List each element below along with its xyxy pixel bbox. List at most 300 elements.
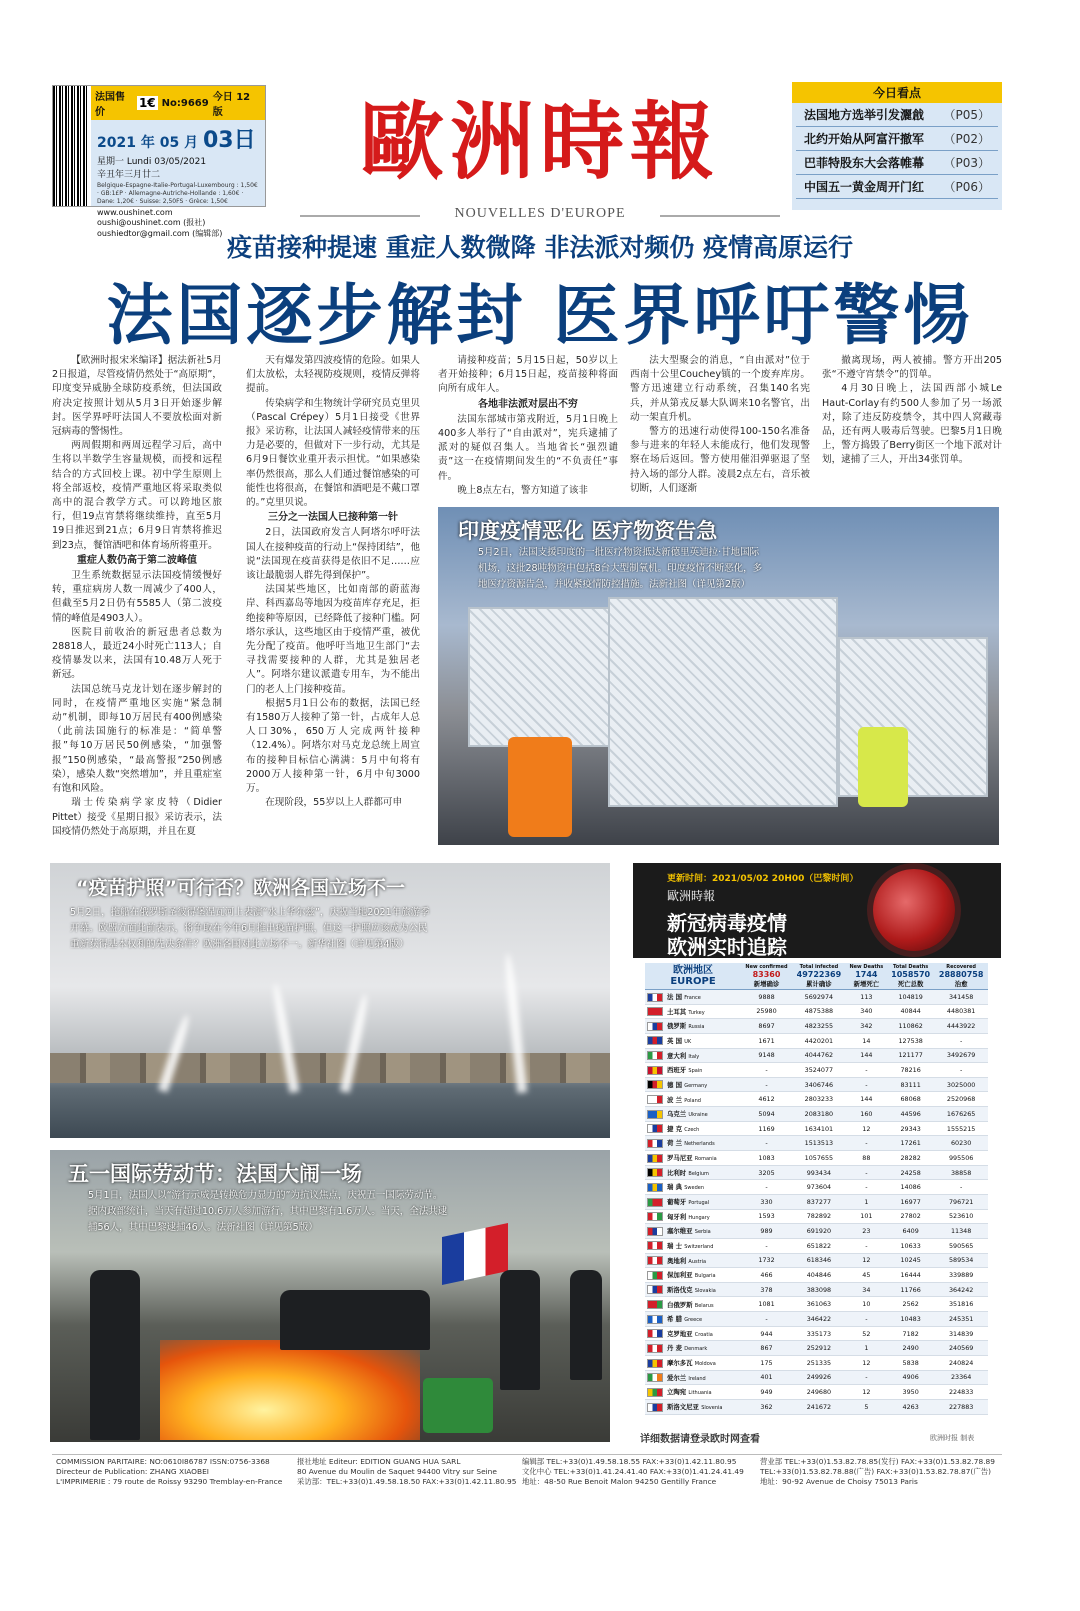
table-cell: 249926: [792, 1370, 846, 1385]
neva-fountain-photo: [50, 863, 610, 1138]
country-name-cn: 土耳其: [667, 1007, 689, 1016]
article-paragraph: 法国总统马克龙计划在逐步解封的同时，在疫情严重地区实施“紧急制动”机制，即每10万居民有400例感染（此前法国施行的标准是：“简单警报”每10万居民50例感染，“加强警报”150例感染，“最高警报”250例感染），感染人数“突然增加”，并且重症室有饱和风险。: [52, 683, 222, 795]
table-cell: 4420201: [792, 1033, 846, 1048]
french-flag: [442, 1223, 508, 1285]
today-highlight-item[interactable]: [796, 175, 998, 199]
country-cell: [645, 1180, 741, 1195]
article-paragraph: 瑞士传染病学家皮特（Didier Pittet）接受《星期日报》采访表示，法国疫情仍然处于高原期，并且在夏: [52, 797, 222, 837]
table-cell: 1555215: [934, 1121, 988, 1136]
table-cell: 251335: [792, 1356, 846, 1371]
table-header: [741, 963, 792, 990]
table-cell: 3205: [741, 1165, 792, 1180]
footer-line: Directeur de Publication: ZHANG XIAOBEI: [56, 1467, 209, 1476]
country-name-cn: 丹 麦: [667, 1344, 685, 1353]
table-cell: 2562: [887, 1297, 934, 1312]
country-name-cn: 波 兰: [667, 1095, 685, 1104]
country-name-en: Czech: [684, 1126, 700, 1133]
table-row: [645, 1268, 988, 1283]
article-column-4: [630, 354, 810, 500]
issue-website: www.oushinet.com: [97, 208, 173, 217]
country-name-en: Denmark: [684, 1346, 708, 1353]
country-name-cn: 德 国: [667, 1080, 685, 1089]
country-name-en: Russia: [688, 1024, 705, 1031]
today-highlight-item[interactable]: [796, 127, 998, 151]
country-cell: [645, 1268, 741, 1283]
table-cell: 691920: [792, 1224, 846, 1239]
table-cell: 144: [846, 1048, 887, 1063]
table-cell: 4443922: [934, 1019, 988, 1034]
table-cell: 1: [846, 1341, 887, 1356]
newspaper-logo-subtitle: NOUVELLES D'EUROPE: [300, 206, 780, 222]
table-header-cn: 新增死亡: [853, 980, 880, 988]
country-cell: [645, 1282, 741, 1297]
country-flag-icon: [647, 1256, 663, 1265]
table-cell: 10483: [887, 1312, 934, 1327]
country-name-cn: 保加利亚: [667, 1271, 695, 1280]
cargo-pallet: [608, 597, 838, 807]
table-row: [645, 1180, 988, 1195]
country-name-cn: 匈牙利: [667, 1212, 689, 1221]
country-cell: [645, 1121, 741, 1136]
table-cell: 175: [741, 1356, 792, 1371]
table-cell: -: [846, 1165, 887, 1180]
country-name-cn: 希 腊: [667, 1315, 685, 1324]
footer-line: COMMISSION PARITAIRE: NO:0610I86787 ISSN:0756-3368: [56, 1457, 270, 1466]
table-row: [645, 1209, 988, 1224]
country-flag-icon: [647, 1315, 663, 1324]
table-row: [645, 1004, 988, 1019]
table-cell: 340: [846, 1004, 887, 1019]
article-paragraph: 传染病学和生物统计学研究员克里贝（Pascal Crépey）5月1日接受《世界报》采访称，让法国人减轻疫情带来的压力是必要的，但做对下一步行动，尤其是6月9日餐饮业重开表示担忧。“如果感染率仍然很高，那么人们通过餐馆感染的可能性也将很高，在餐馆和酒吧是不戴口罩的。”克里贝说。: [246, 397, 420, 509]
table-cell: 16444: [887, 1268, 934, 1283]
country-flag-icon: [647, 1066, 663, 1075]
country-name-cn: 荷 兰: [667, 1139, 685, 1148]
today-highlights-title: 今日看点: [792, 82, 1002, 103]
article-paragraph: 法国某些地区，比如南部的蔚蓝海岸、科西嘉岛等地因为疫苗库存充足，拒绝接种等原因，已经降低了接种门槛。阿塔尔承认，这些地区由于疫情严重，被优先分配了疫苗。他呼吁当地卫生部门“去寻找需要接种的人群，尤其是独居老人”。阿塔尔建议派遣专用车，为不能出门的老人上门接种疫苗。: [246, 584, 420, 695]
table-cell: 401: [741, 1370, 792, 1385]
footer-column-editorial: [522, 1457, 744, 1487]
country-flag-icon: [647, 1271, 663, 1280]
publisher-footer: [52, 1454, 1002, 1494]
country-flag-icon: [647, 1080, 663, 1089]
table-row: [645, 1092, 988, 1107]
table-header: [887, 963, 934, 990]
article-subheading: 各地非法派对层出不穷: [478, 398, 578, 410]
table-cell: 68068: [887, 1092, 934, 1107]
table-header-cn: 死亡总数: [897, 980, 924, 988]
table-cell: 3950: [887, 1385, 934, 1400]
country-name-en: Turkey: [688, 1009, 705, 1016]
country-name-en: Croatia: [694, 1331, 713, 1338]
article-paragraph: 晚上8点左右，警方知道了该非: [457, 484, 589, 496]
table-cell: 16977: [887, 1194, 934, 1209]
table-row: [645, 1194, 988, 1209]
country-cell: [645, 1004, 741, 1019]
country-cell: [645, 1165, 741, 1180]
country-name-cn: 乌克兰: [667, 1110, 689, 1119]
table-row: [645, 1033, 988, 1048]
fire: [160, 1340, 420, 1440]
india-photo-title: 印度疫情恶化 医疗物资告急: [458, 519, 718, 543]
table-cell: 34: [846, 1282, 887, 1297]
table-cell: -: [846, 1370, 887, 1385]
covid-update-time: 更新时间：2021/05/02 20H00（巴黎时间）: [667, 874, 859, 884]
country-cell: [645, 1297, 741, 1312]
table-cell: 330: [741, 1194, 792, 1209]
article-paragraph: 2日，法国政府发言人阿塔尔呼吁法国人在接种疫苗的行动上“保持团结”，他说“法国现在疫苗获得是依旧不足……应该让最脆弱人群先得到保护”。: [246, 527, 420, 582]
table-cell: 362: [741, 1399, 792, 1414]
table-row: [645, 1077, 988, 1092]
table-cell: 995506: [934, 1151, 988, 1166]
covid-europe-table: [645, 963, 988, 1415]
table-cell: 245351: [934, 1312, 988, 1327]
country-cell: [645, 1136, 741, 1151]
table-row: [645, 1326, 988, 1341]
table-cell: 335173: [792, 1326, 846, 1341]
table-cell: 314839: [934, 1326, 988, 1341]
table-header-cn: 累计确诊: [806, 980, 832, 988]
today-highlight-item[interactable]: [796, 151, 998, 175]
today-highlight-text: 巴菲特股东大会落帷幕: [804, 156, 925, 170]
main-headline: 法国逐步解封 医界呼吁警惕: [106, 276, 974, 354]
protester: [90, 1270, 140, 1440]
table-cell: 88: [846, 1151, 887, 1166]
country-name-en: Germany: [684, 1082, 708, 1089]
table-header-label: Recovered: [946, 964, 976, 970]
country-name-en: Slovakia: [694, 1287, 716, 1294]
country-name-en: Belarus: [694, 1302, 714, 1309]
country-name-en: Sweden: [684, 1185, 704, 1192]
table-header-cn: 新增确诊: [753, 980, 780, 988]
fountain-photo-caption: 5月2日，拖船在俄罗斯圣彼得堡涅瓦河上表演“水上华尔兹”，庆祝当地2021年旅游季开幕。欧盟方面此前表示，将争取在今年6月推出疫苗护照，但这一护照应该成为公民重新获得基本权利的先决条件？欧洲各国对此立场不一。新华社图（详见第4版）: [70, 907, 430, 950]
protester: [570, 1270, 602, 1380]
country-cell: [645, 1224, 741, 1239]
table-cell: 127538: [887, 1033, 934, 1048]
table-cell: 3025000: [934, 1077, 988, 1092]
country-name-en: Bulgaria: [694, 1273, 716, 1280]
table-cell: 14086: [887, 1180, 934, 1195]
table-row: [645, 1312, 988, 1327]
table-cell: 101: [846, 1209, 887, 1224]
country-name-cn: 瑞 典: [667, 1183, 685, 1192]
table-row: [645, 1399, 988, 1414]
country-cell: [645, 1209, 741, 1224]
country-flag-icon: [647, 1198, 663, 1207]
table-cell: 1: [846, 1194, 887, 1209]
table-row: [645, 1253, 988, 1268]
today-highlight-text: 法国地方选举引发灑戧: [804, 108, 925, 122]
city-shoreline: [50, 1053, 610, 1083]
india-aid-photo: [438, 507, 999, 845]
table-cell: 10633: [887, 1238, 934, 1253]
table-cell: -: [846, 1077, 887, 1092]
country-flag-icon: [647, 1139, 663, 1148]
table-cell: 782892: [792, 1209, 846, 1224]
issue-label: 法国售价: [95, 92, 125, 118]
country-name-en: Italy: [688, 1053, 700, 1060]
table-cell: 2490: [887, 1341, 934, 1356]
country-name-en: Lithuania: [688, 1390, 712, 1397]
green-trash-bin: [423, 1378, 493, 1433]
table-cell: 346422: [792, 1312, 846, 1327]
table-region-header: 欧洲地区 EUROPE: [645, 963, 741, 990]
country-name-en: Switzerland: [684, 1243, 714, 1250]
table-header: [846, 963, 887, 990]
table-cell: -: [846, 1312, 887, 1327]
table-cell: 252912: [792, 1341, 846, 1356]
country-flag-icon: [647, 1300, 663, 1309]
table-cell: 24258: [887, 1165, 934, 1180]
today-highlight-text: 中国五一黄金周开门红: [804, 180, 925, 194]
issue-pages: 今日 12 版: [212, 92, 251, 118]
country-cell: [645, 1107, 741, 1122]
country-flag-icon: [647, 993, 663, 1002]
country-name-cn: 立陶宛: [667, 1388, 689, 1397]
mayday-photo-caption: 5月1日，法国人以“游行示威是转换危力显力的”为抗议焦点，庆祝五一国际劳动节。据内政部统计，当天有超过10.6万人参加游行，其中巴黎有1.6万人。当天，全法共逮捕56人，其中巴黎逮捕46人。法新社图（详见第5版）: [88, 1190, 448, 1233]
table-cell: -: [846, 1136, 887, 1151]
table-cell: 6409: [887, 1224, 934, 1239]
table-cell: -: [934, 1063, 988, 1078]
country-cell: [645, 1356, 741, 1371]
table-cell: 25980: [741, 1004, 792, 1019]
country-name-cn: 瑞 士: [667, 1241, 685, 1250]
table-row: [645, 1063, 988, 1078]
article-paragraph: 医院目前收治的新冠患者总数为28818人，最近24小时死亡113人；自疫情暴发以来，法国有10.48万人死于新冠。: [52, 626, 222, 681]
article-paragraph: 两周假期和两周远程学习后，高中生将以半数学生容量规模，而授和远程结合的方式回校上课。初中学生原则上将全部返校，疫情严重地区将采取类似高中的混合教学方式。可以跨地区旅行，但19点宵禁将继续维持，直至5月19日推迟到21点；6月9日宵禁将推迟到23点，餐馆酒吧和体育场所将重开。: [52, 440, 222, 551]
table-cell: 867: [741, 1341, 792, 1356]
table-header-label: Total infected: [799, 964, 839, 970]
barcode: [53, 86, 87, 206]
issue-number: No:9669: [161, 97, 209, 109]
table-cell: 618346: [792, 1253, 846, 1268]
country-name-en: Ireland: [688, 1375, 706, 1382]
country-cell: [645, 1370, 741, 1385]
table-cell: 466: [741, 1268, 792, 1283]
table-cell: -: [741, 1136, 792, 1151]
article-paragraph: 4月30日晚上，法国西部小城Le Haut-Corlay有约500人参加了另一场派对，除了违反防疫禁令，其中四人窝藏毒品，还有两人吸毒后驾驶。巴黎5月1日晚上，警方捣毁了Berry街区一个地下派对计划，逮捕了三人，开出34张罚单。: [822, 383, 1002, 466]
table-cell: 29343: [887, 1121, 934, 1136]
table-cell: -: [846, 1180, 887, 1195]
article-paragraph: 天有爆发第四波疫情的危险。如果人们太放松，太轻视防疫规则，疫情反弹将提前。: [246, 355, 420, 395]
table-cell: 342: [846, 1019, 887, 1034]
footer-line: 报社地址 Editeur: EDITION GUANG HUA SARL: [297, 1457, 461, 1466]
table-cell: -: [741, 1180, 792, 1195]
mayday-photo-title: 五一国际劳动节：法国大闹一场: [68, 1162, 362, 1186]
country-cell: [645, 1151, 741, 1166]
country-cell: [645, 1048, 741, 1063]
table-cell: 944: [741, 1326, 792, 1341]
table-cell: 989: [741, 1224, 792, 1239]
article-column-1: [52, 354, 222, 844]
country-flag-icon: [647, 1359, 663, 1368]
country-name-en: Austria: [688, 1258, 707, 1265]
footer-line: TEL:+33(0)1.53.82.78.88(广告) FAX:+33(0)1.53.82.78.87(广告): [760, 1467, 991, 1476]
table-cell: 651822: [792, 1238, 846, 1253]
table-cell: 240824: [934, 1356, 988, 1371]
covid-subtitle: 欧洲实时追踪: [667, 935, 787, 959]
country-cell: [645, 1399, 741, 1414]
table-row: [645, 1165, 988, 1180]
table-cell: 1083: [741, 1151, 792, 1166]
article-paragraph: 请接种疫苗；5月15日起，50岁以上者开始接种；6月15日起，疫苗接种将面向所有成年人。: [438, 355, 618, 395]
table-cell: -: [934, 1033, 988, 1048]
covid-title: 新冠病毒疫情: [667, 911, 787, 935]
country-name-cn: 比利时: [667, 1168, 689, 1177]
country-cell: [645, 1194, 741, 1209]
issue-lunar-date: 辛丑年三月廿二: [97, 170, 161, 180]
table-cell: 1634101: [792, 1121, 846, 1136]
table-cell: 28282: [887, 1151, 934, 1166]
table-cell: 3524077: [792, 1063, 846, 1078]
table-cell: 4612: [741, 1092, 792, 1107]
country-cell: [645, 1326, 741, 1341]
table-cell: 1513513: [792, 1136, 846, 1151]
country-cell: [645, 1385, 741, 1400]
table-cell: 1081: [741, 1297, 792, 1312]
worker-orange-vest: [508, 737, 572, 837]
footer-column-commission: [56, 1457, 282, 1487]
article-column-5: [822, 354, 1002, 500]
table-cell: 249680: [792, 1385, 846, 1400]
issue-info-box: [52, 85, 266, 238]
table-row: [645, 1224, 988, 1239]
table-row: [645, 1121, 988, 1136]
country-name-en: Hungary: [688, 1214, 710, 1221]
table-row: [645, 990, 988, 1005]
newspaper-logo: 歐洲時報: [359, 92, 720, 191]
today-highlight-item[interactable]: [796, 103, 998, 127]
country-cell: [645, 990, 741, 1005]
table-cell: 4263: [887, 1399, 934, 1414]
article-paragraph: 在现阶段，55岁以上人群都可申: [265, 797, 403, 809]
footer-line: 地址：90-92 Avenue de Choisy 75013 Paris: [760, 1477, 918, 1486]
table-row: [645, 1136, 988, 1151]
country-flag-icon: [647, 1285, 663, 1294]
country-flag-icon: [647, 1388, 663, 1397]
table-cell: 12: [846, 1356, 887, 1371]
table-cell: 837277: [792, 1194, 846, 1209]
table-header-label: New Deaths: [849, 964, 884, 970]
country-cell: [645, 1033, 741, 1048]
table-row: [645, 1282, 988, 1297]
country-name-cn: 西班牙: [667, 1066, 689, 1075]
table-header-total: 49722369: [796, 970, 842, 979]
table-row: [645, 1107, 988, 1122]
table-cell: 3492679: [934, 1048, 988, 1063]
virus-icon: [873, 869, 955, 951]
country-cell: [645, 1019, 741, 1034]
table-cell: -: [934, 1180, 988, 1195]
table-cell: 227883: [934, 1399, 988, 1414]
table-cell: 110862: [887, 1019, 934, 1034]
footer-line: 编辑部 TEL:+33(0)1.49.58.18.55 FAX:+33(0)1.42.11.80.95: [522, 1457, 737, 1466]
country-name-en: Serbia: [694, 1229, 711, 1236]
table-row: [645, 1297, 988, 1312]
table-cell: 83111: [887, 1077, 934, 1092]
table-cell: -: [846, 1063, 887, 1078]
country-flag-icon: [647, 1154, 663, 1163]
table-header-total: 83360: [752, 970, 781, 979]
country-name-en: Ukraine: [688, 1112, 708, 1119]
country-cell: [645, 1238, 741, 1253]
table-cell: 45: [846, 1268, 887, 1283]
table-row: [645, 1019, 988, 1034]
covid-tracker-header: [633, 863, 1001, 958]
table-row: [645, 1048, 988, 1063]
table-cell: 104819: [887, 990, 934, 1005]
mayday-protest-photo: [50, 1150, 610, 1442]
table-cell: 52: [846, 1326, 887, 1341]
table-cell: 523610: [934, 1209, 988, 1224]
table-cell: 2083180: [792, 1107, 846, 1122]
issue-price: 1€: [138, 96, 156, 110]
table-cell: 1671: [741, 1033, 792, 1048]
table-cell: 78216: [887, 1063, 934, 1078]
issue-weekday: 星期一 Lundi 03/05/2021: [97, 157, 207, 167]
today-highlight-text: 北约开始从阿富汗撤军: [804, 132, 925, 146]
table-cell: 351816: [934, 1297, 988, 1312]
table-cell: 9148: [741, 1048, 792, 1063]
table-header-label: Total Deaths: [893, 964, 929, 970]
article-paragraph: 根据5月1日公布的数据，法国已经有1580万人接种了第一针，占成年人总人口30%，650万人完成两针接种（12.4%）。阿塔尔对马克龙总统上周宣布的接种目标信心满满：5月中旬将有2000万人接种第一针，6月中旬3000万。: [246, 697, 420, 795]
table-cell: 12: [846, 1121, 887, 1136]
table-cell: 383098: [792, 1282, 846, 1297]
country-name-cn: 意大利: [667, 1051, 689, 1060]
footer-line: 文化中心 TEL:+33(0)1.41.24.41.40 FAX:+33(0)1.41.24.41.49: [522, 1467, 744, 1476]
table-cell: 12: [846, 1385, 887, 1400]
table-header-cn: 治愈: [954, 980, 968, 988]
table-cell: 144: [846, 1092, 887, 1107]
country-cell: [645, 1312, 741, 1327]
table-cell: 1676265: [934, 1107, 988, 1122]
covid-table-note: 详细数据请登录欧时网查看: [640, 1434, 760, 1445]
country-name-cn: 捷 克: [667, 1124, 685, 1133]
table-cell: 23364: [934, 1370, 988, 1385]
table-cell: 1057655: [792, 1151, 846, 1166]
table-cell: 10: [846, 1297, 887, 1312]
protester: [500, 1270, 540, 1390]
article-paragraph: 撤离现场，两人被捕。警方开出205张“不遵守宵禁令”的罚单。: [822, 355, 1002, 381]
covid-table-source: 欧洲时报 制表: [930, 1434, 975, 1442]
country-name-cn: 白俄罗斯: [667, 1300, 695, 1309]
country-name-cn: 罗马尼亚: [667, 1154, 695, 1163]
footer-column-editor: [297, 1457, 516, 1487]
table-cell: 973604: [792, 1180, 846, 1195]
table-cell: 590565: [934, 1238, 988, 1253]
table-cell: 40844: [887, 1004, 934, 1019]
country-flag-icon: [647, 1212, 663, 1221]
table-cell: 17261: [887, 1136, 934, 1151]
cargo-pallet: [468, 607, 618, 747]
table-cell: 121177: [887, 1048, 934, 1063]
footer-line: L'IMPRIMERIE : 79 route de Roissy 93290 Tremblay-en-France: [56, 1477, 283, 1486]
footer-column-business: [760, 1457, 995, 1487]
article-paragraph: 法大型聚会的消息，“自由派对”位于西南十公里Couchey镇的一个废弃库房。警方迅速建立行动系统，召集140名宪兵，并从第戎反暴大队调来10名警官，出动一架直升机。: [630, 355, 810, 423]
crowd: [280, 1290, 430, 1350]
table-row: [645, 1370, 988, 1385]
country-name-cn: 克罗地亚: [667, 1329, 695, 1338]
country-name-cn: 俄罗斯: [667, 1022, 689, 1031]
country-name-en: France: [684, 995, 701, 1002]
footer-line: 采访部：TEL:+33(0)1.49.58.18.50 FAX:+33(0)1.42.11.80.95: [297, 1477, 517, 1486]
fountain-photo-title: “疫苗护照”可行否？欧洲各国立场不一: [76, 877, 405, 899]
table-cell: 224833: [934, 1385, 988, 1400]
article-column-3: [438, 354, 618, 500]
country-flag-icon: [647, 1227, 663, 1236]
country-flag-icon: [647, 1373, 663, 1382]
country-name-cn: 爱尔兰: [667, 1373, 689, 1382]
country-flag-icon: [647, 1007, 663, 1016]
